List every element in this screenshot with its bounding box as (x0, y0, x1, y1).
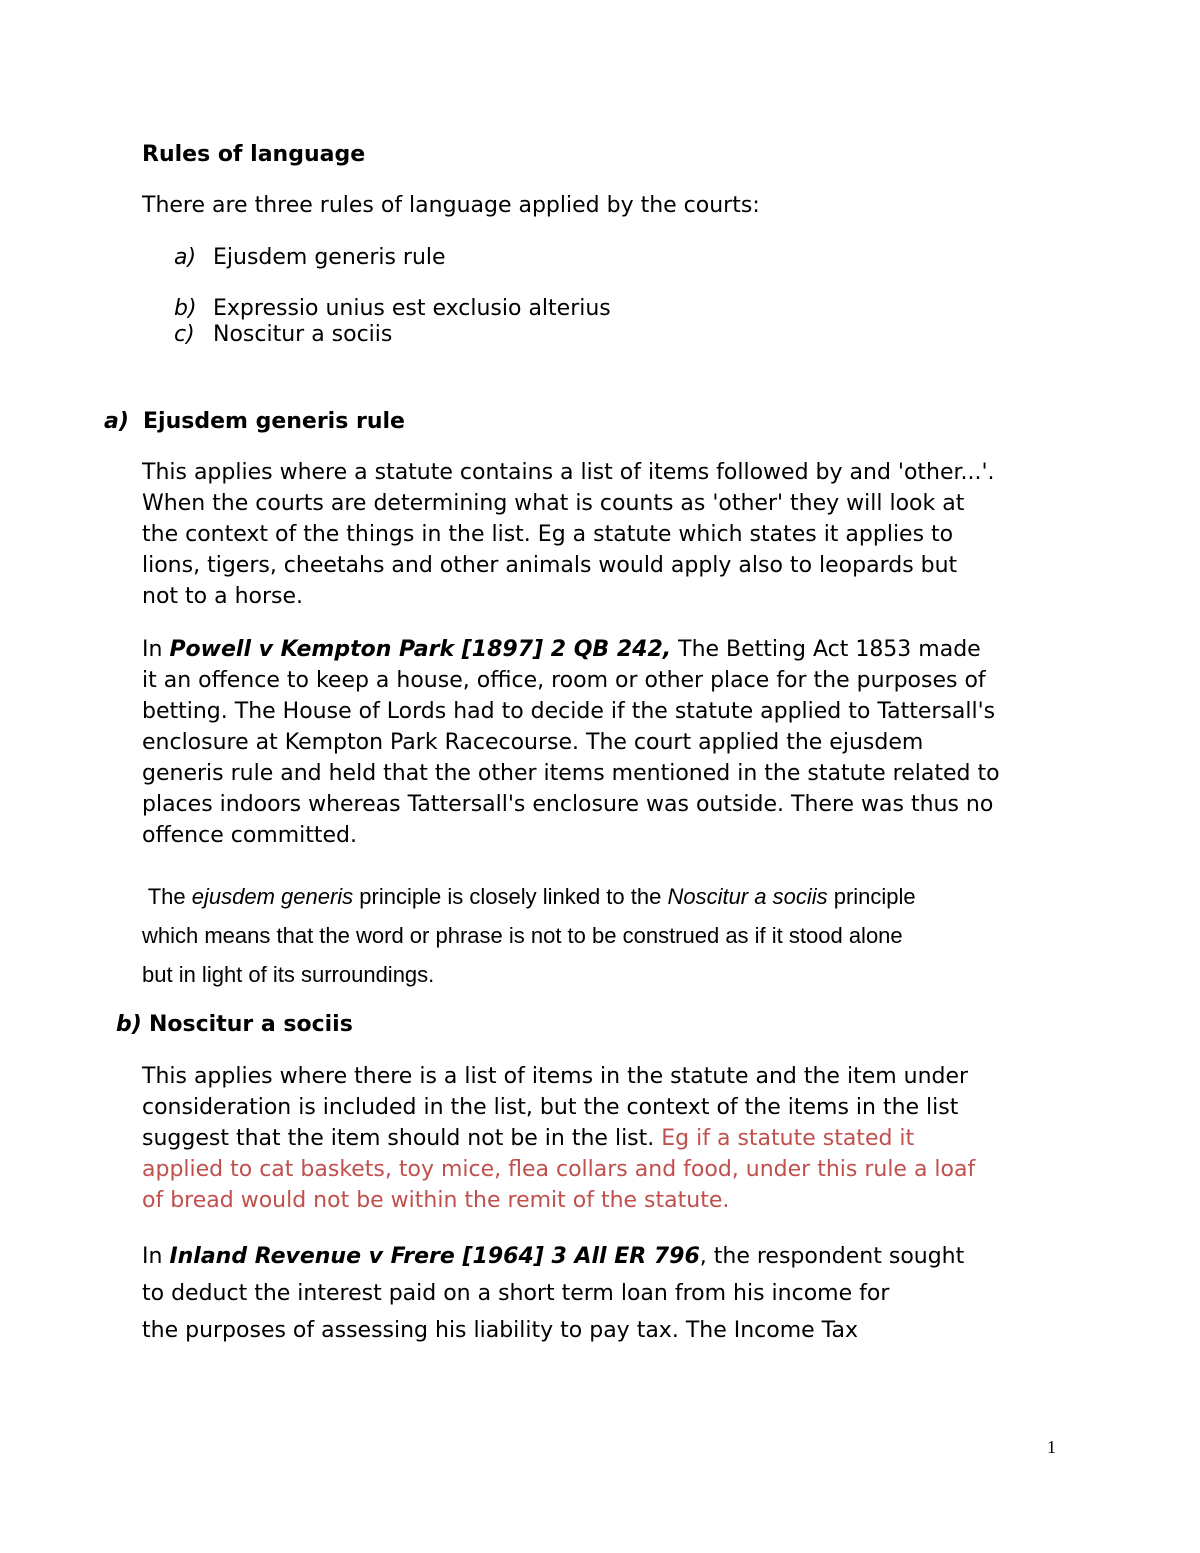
latin-term: Noscitur a sociis (667, 884, 828, 909)
text-run: principle is closely linked to the (353, 884, 668, 909)
intro-text: There are three rules of language applied by the courts: (142, 193, 760, 218)
paragraph-line: lions, tigers, cheetahs and other animals would apply also to leopards but (142, 553, 958, 578)
paragraph-line (142, 634, 1000, 665)
paragraph-line: the context of the things in the list. Eg a statute which states it applies to (142, 522, 954, 547)
paragraph-line: not to a horse. (142, 584, 304, 609)
paragraph-line: This applies where there is a list of items in the statute and the item under (142, 1064, 969, 1089)
example-text: Eg if a statute stated it (661, 1126, 915, 1151)
case-citation: Inland Revenue v Frere [1964] 3 All ER 796 (169, 1244, 700, 1269)
text-run: The (142, 884, 192, 909)
case-text: The Betting Act 1853 made (671, 637, 981, 662)
paragraph-line: which means that the word or phrase is not to be construed as if it stood alone (142, 923, 903, 948)
frere-case-paragraph (142, 1238, 964, 1349)
list-item (174, 296, 611, 321)
section-a-heading (104, 409, 405, 434)
section-a-paragraph (142, 457, 995, 612)
list-item-text: Noscitur a sociis (213, 322, 393, 347)
text-run: principle (827, 884, 916, 909)
list-marker: b) (174, 296, 197, 321)
example-text: applied to cat baskets, toy mice, flea collars and food, under this rule a loaf (142, 1157, 976, 1182)
text-run: suggest that the item should not be in the list. (142, 1126, 662, 1151)
paragraph-line: This applies where a statute contains a list of items followed by and 'other...'. (142, 460, 995, 485)
paragraph-line: it an offence to keep a house, office, room or other place for the purposes of (142, 668, 986, 693)
paragraph-line: enclosure at Kempton Park Racecourse. The court applied the ejusdem (142, 730, 924, 755)
paragraph-line (142, 1123, 975, 1154)
case-prefix: In (142, 637, 170, 662)
paragraph-line (142, 877, 916, 916)
section-b-paragraph (142, 1061, 975, 1216)
paragraph-line: but in light of its surroundings. (142, 962, 435, 987)
case-citation: Powell v Kempton Park [1897] 2 QB 242, (169, 637, 672, 662)
list-marker: c) (174, 322, 195, 347)
example-text: of bread would not be within the remit of the statute. (142, 1188, 730, 1213)
paragraph-line: generis rule and held that the other items mentioned in the statute related to (142, 761, 1000, 786)
powell-case-paragraph (142, 634, 1000, 851)
latin-term: ejusdem generis (191, 884, 354, 909)
list-item-text: Expressio unius est exclusio alterius (213, 296, 611, 321)
list-item (174, 245, 446, 270)
section-a-title: Ejusdem generis rule (143, 409, 405, 434)
paragraph-line: places indoors whereas Tattersall's enclosure was outside. There was thus no (142, 792, 994, 817)
list-item-text: Ejusdem generis rule (213, 245, 446, 270)
section-b-marker: b) (116, 1012, 142, 1037)
link-paragraph (142, 877, 916, 994)
case-text: , the respondent sought (699, 1244, 965, 1269)
section-b-title: Noscitur a sociis (149, 1012, 353, 1037)
paragraph-line: the purposes of assessing his liability to pay tax. The Income Tax (142, 1318, 858, 1343)
document-heading: Rules of language (142, 142, 366, 167)
paragraph-line (142, 1238, 964, 1275)
paragraph-line: to deduct the interest paid on a short term loan from his income for (142, 1281, 890, 1306)
section-b-heading (116, 1012, 353, 1037)
list-marker: a) (174, 245, 197, 270)
case-prefix: In (142, 1244, 170, 1269)
paragraph-line: betting. The House of Lords had to decide if the statute applied to Tattersall's (142, 699, 996, 724)
page-number: 1 (1047, 1437, 1056, 1457)
list-item (174, 322, 393, 347)
section-a-marker: a) (104, 409, 129, 434)
paragraph-line: offence committed. (142, 823, 357, 848)
paragraph-line: When the courts are determining what is counts as 'other' they will look at (142, 491, 965, 516)
paragraph-line: consideration is included in the list, but the context of the items in the list (142, 1095, 959, 1120)
